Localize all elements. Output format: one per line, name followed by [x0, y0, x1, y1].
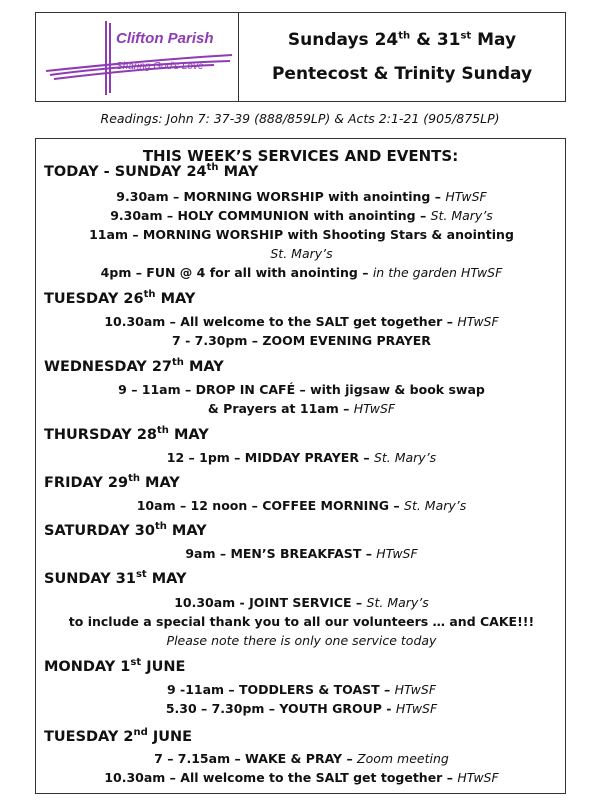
event-line: 9 – 11am – DROP IN CAFÉ – with jigsaw & book swap [118, 382, 485, 397]
event-line: 11am – MORNING WORSHIP with Shooting Stars & anointing [89, 227, 514, 242]
event-line: 9.30am – HOLY COMMUNION with anointing – St. Mary’s [110, 208, 493, 223]
day-heading: THURSDAY 28th MAY [44, 425, 209, 443]
title-cell [239, 13, 565, 101]
event-note: Please note there is only one service today [166, 633, 437, 648]
day-heading: TUESDAY 2nd JUNE [44, 727, 193, 745]
header-box [35, 12, 566, 102]
day-heading: SATURDAY 30th MAY [44, 521, 207, 539]
services-box [35, 138, 566, 794]
page-subtitle: Pentecost & Trinity Sunday [271, 64, 533, 84]
day-heading: FRIDAY 29th MAY [44, 473, 180, 491]
day-heading: TODAY - SUNDAY 24th MAY [44, 162, 259, 180]
event-line: 10.30am – All welcome to the SALT get together – HTwSF [104, 314, 499, 329]
day-heading: WEDNESDAY 27th MAY [44, 357, 224, 375]
day-heading: TUESDAY 26th MAY [44, 289, 196, 307]
logo-tagline: Sharing God's Love [116, 61, 204, 72]
section-heading: THIS WEEK’S SERVICES AND EVENTS: [142, 147, 459, 165]
day-heading: SUNDAY 31st MAY [44, 569, 187, 587]
page-title: Sundays 24th & 31st May [287, 30, 517, 50]
event-line: St. Mary’s [270, 246, 333, 261]
event-line: 9 -11am – TODDLERS & TOAST – HTwSF [166, 682, 437, 697]
event-line: 12 – 1pm – MIDDAY PRAYER – St. Mary’s [166, 450, 437, 465]
logo-name: Clifton Parish [116, 30, 214, 47]
event-line: 4pm – FUN @ 4 for all with anointing – in the garden HTwSF [100, 265, 503, 280]
day-heading: MONDAY 1st JUNE [44, 657, 186, 675]
event-line: 10.30am – All welcome to the SALT get together – HTwSF [104, 770, 499, 785]
event-line: 7 – 7.15am – WAKE & PRAY – Zoom meeting [154, 751, 449, 766]
event-line: 10am – 12 noon – COFFEE MORNING – St. Mary’s [136, 498, 467, 513]
event-line: & Prayers at 11am – HTwSF [207, 401, 396, 416]
event-line: 9am – MEN’S BREAKFAST – HTwSF [185, 546, 418, 561]
event-line: to include a special thank you to all our volunteers … and CAKE!!! [68, 614, 535, 629]
event-line: 9.30am – MORNING WORSHIP with anointing – HTwSF [116, 189, 487, 204]
event-line: 10.30am - JOINT SERVICE – St. Mary’s [174, 595, 429, 610]
event-line: 5.30 – 7.30pm – YOUTH GROUP - HTwSF [165, 701, 438, 716]
logo [36, 13, 239, 101]
readings: Readings: John 7: 37-39 (888/859LP) & Acts 2:1-21 (905/875LP) [100, 111, 500, 126]
event-line: 7 - 7.30pm – ZOOM EVENING PRAYER [172, 333, 431, 348]
